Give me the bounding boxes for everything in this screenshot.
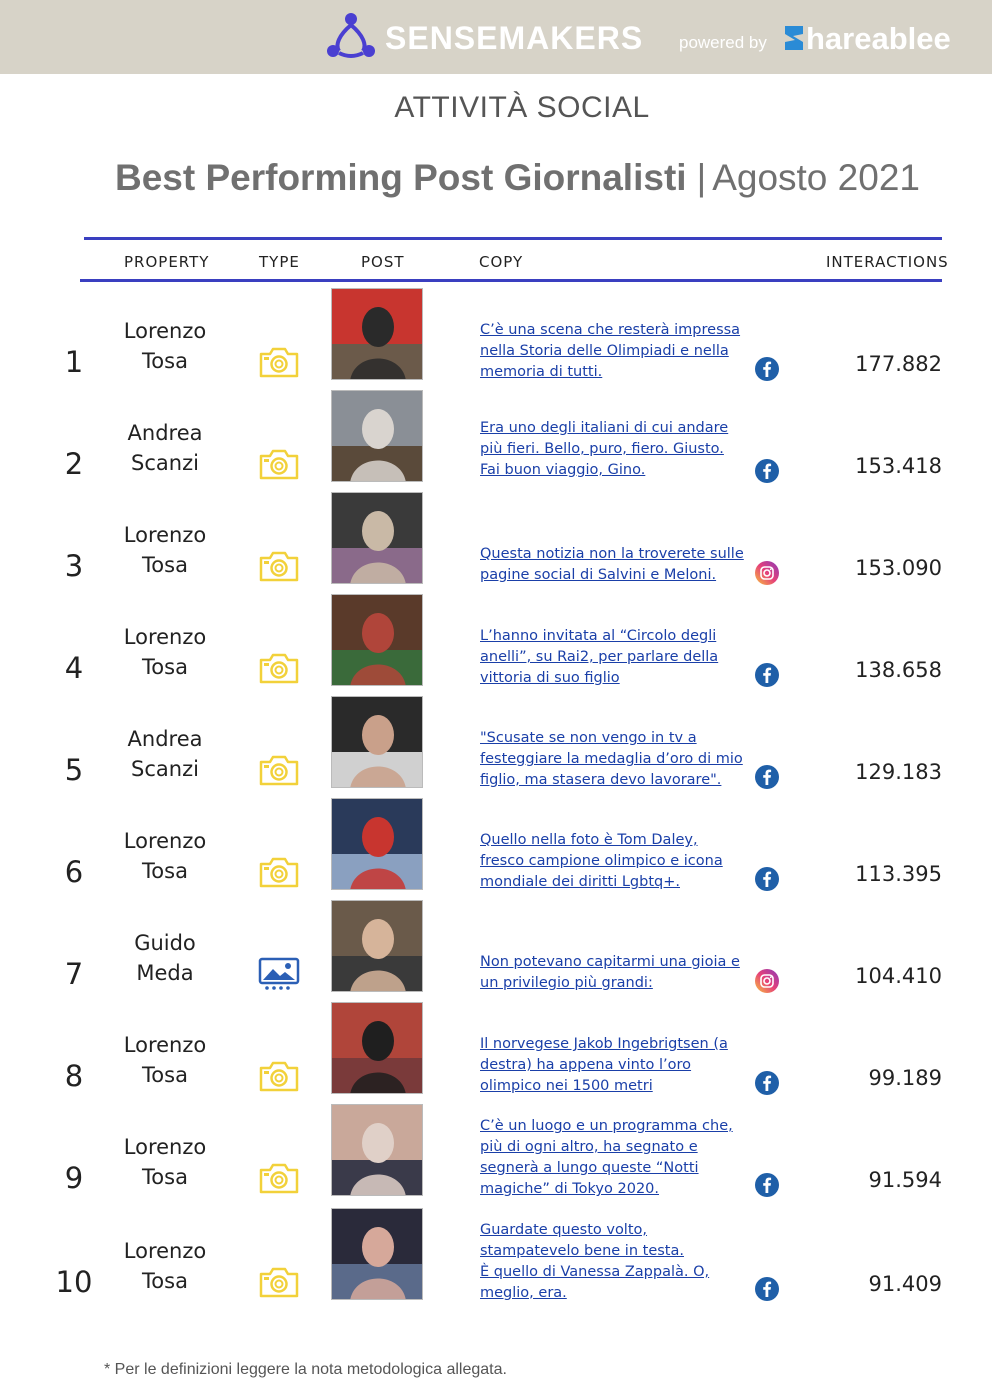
post-copy-line: olimpico nei 1500 metri [480,1078,653,1094]
property-name [108,1030,222,1090]
camera-icon [258,1161,300,1195]
table-row [0,594,992,696]
table-row [0,390,992,492]
instagram-icon [754,560,780,586]
property-name-line: Lorenzo [123,1135,207,1159]
page-title [115,156,920,200]
post-copy-line: mondiale dei diritti Lgbtq+. [480,874,680,890]
facebook-icon [754,866,780,892]
property-name-line: Lorenzo [123,319,207,343]
camera-icon [258,1265,300,1299]
property-name [108,520,222,580]
post-copy-link[interactable] [480,1034,742,1097]
post-copy-line: C’è un luogo e un programma che, [480,1118,733,1134]
post-copy-line: più di ogni altro, ha segnato e [480,1139,698,1155]
facebook-icon [754,458,780,484]
table-row [0,1002,992,1104]
property-name-line: Tosa [142,1269,188,1293]
header-band [0,0,992,74]
post-thumbnail[interactable] [331,1104,423,1196]
property-name [108,622,222,682]
column-header-copy: COPY [479,253,524,271]
post-thumbnail[interactable] [331,390,423,482]
post-copy-line: C’è una scena che resterà impressa [480,322,741,338]
rank-number: 7 [64,957,84,991]
interactions-value: 113.395 [855,862,942,886]
post-copy-line: destra) ha appena vinto l’oro [480,1057,692,1073]
property-name-line: Lorenzo [123,829,207,853]
post-copy-line: meglio, era. [480,1285,567,1301]
property-name-line: Guido [134,931,196,955]
sensemakers-logo-icon [325,11,377,63]
rank-number: 5 [64,753,84,787]
footnote: * Per le definizioni leggere la nota metodologica allegata. [104,1361,507,1378]
property-name-line: Scanzi [131,757,199,781]
facebook-icon [754,662,780,688]
title-separator: | [696,157,707,198]
post-copy-line: nella Storia delle Olimpiadi e nella [480,343,729,359]
property-name-line: Tosa [142,859,188,883]
property-name-line: Lorenzo [123,1033,207,1057]
post-copy-link[interactable] [480,830,742,893]
post-copy-link[interactable] [480,1220,742,1304]
post-copy-line: festeggiare la medaglia d’oro di mio [480,751,743,767]
camera-icon [258,345,300,379]
post-copy-line: magiche” di Tokyo 2020. [480,1181,660,1197]
column-header-property: PROPERTY [124,253,210,271]
column-header-post: POST [361,253,405,271]
camera-icon [258,1059,300,1093]
post-copy-link[interactable] [480,320,742,383]
gallery-icon [258,957,300,991]
section-title: ATTIVITÀ SOCIAL [394,91,650,124]
rank-number: 4 [64,651,84,685]
post-copy-line: un privilegio più grandi: [480,975,653,991]
post-copy-line: memoria di tutti. [480,364,603,380]
rank-number: 6 [64,855,84,889]
property-name [108,316,222,376]
post-copy-line: È quello di Vanessa Zappalà. O, [480,1264,710,1280]
rank-number: 1 [64,345,84,379]
rank-number: 10 [55,1265,93,1299]
post-thumbnail[interactable] [331,1002,423,1094]
post-copy-link[interactable] [480,952,742,994]
interactions-value: 153.090 [855,556,942,580]
property-name [108,826,222,886]
post-copy-line: Il norvegese Jakob Ingebrigtsen (a [480,1036,728,1052]
property-name-line: Lorenzo [123,1239,207,1263]
table-row [0,1104,992,1206]
shareablee-logo-icon [781,24,807,52]
property-name-line: Tosa [142,553,188,577]
camera-icon [258,651,300,685]
rank-number: 3 [64,549,84,583]
post-copy-line: figlio, ma stasera devo lavorare". [480,772,722,788]
property-name [108,1236,222,1296]
post-copy-line: L’hanno invitata al “Circolo degli [480,628,717,644]
table-row [0,900,992,1002]
post-copy-line: più fieri. Bello, puro, fiero. Giusto. [480,441,724,457]
column-header-type: TYPE [259,253,300,271]
property-name-line: Andrea [127,727,203,751]
header-rule-top [84,237,942,240]
facebook-icon [754,356,780,382]
camera-icon [258,753,300,787]
camera-icon [258,549,300,583]
property-name [108,418,222,478]
rank-number: 2 [64,447,84,481]
property-name [108,1132,222,1192]
facebook-icon [754,1070,780,1096]
camera-icon [258,447,300,481]
property-name [108,928,222,988]
table-row [0,1208,992,1310]
post-thumbnail[interactable] [331,900,423,992]
rank-number: 8 [64,1059,84,1093]
property-name [108,724,222,784]
property-name-line: Andrea [127,421,203,445]
post-copy-line: "Scusate se non vengo in tv a [480,730,697,746]
post-thumbnail[interactable] [331,798,423,890]
property-name-line: Lorenzo [123,625,207,649]
post-copy-link[interactable] [480,626,742,689]
post-copy-line: fresco campione olimpico e icona [480,853,723,869]
post-thumbnail[interactable] [331,696,423,788]
post-copy-link[interactable] [480,1116,742,1200]
post-copy-line: pagine social di Salvini e Meloni. [480,567,717,583]
interactions-value: 177.882 [855,352,942,376]
interactions-value: 104.410 [855,964,942,988]
property-name-line: Tosa [142,349,188,373]
post-copy-line: Guardate questo volto, [480,1222,648,1238]
interactions-value: 138.658 [855,658,942,682]
property-name-line: Tosa [142,1165,188,1189]
property-name-line: Tosa [142,1063,188,1087]
post-thumbnail[interactable] [331,288,423,380]
post-copy-link[interactable] [480,418,742,481]
header-rule-bottom [80,279,942,282]
column-header-interactions: INTERACTIONS [826,253,949,271]
post-thumbnail[interactable] [331,492,423,584]
post-copy-link[interactable] [480,728,742,791]
camera-icon [258,855,300,889]
post-copy-line: Fai buon viaggio, Gino. [480,462,646,478]
post-copy-line: segnerà a lungo queste “Notti [480,1160,699,1176]
property-name-line: Scanzi [131,451,199,475]
post-copy-line: Questa notizia non la troverete sulle [480,546,744,562]
property-name-line: Lorenzo [123,523,207,547]
post-copy-line: anelli”, su Rai2, per parlare della [480,649,719,665]
post-thumbnail[interactable] [331,594,423,686]
facebook-icon [754,764,780,790]
interactions-value: 91.409 [868,1272,942,1296]
powered-by-label: powered by [679,33,767,52]
table-row [0,798,992,900]
interactions-value: 99.189 [868,1066,942,1090]
table-row [0,288,992,390]
post-thumbnail[interactable] [331,1208,423,1300]
table-row [0,696,992,798]
facebook-icon [754,1276,780,1302]
interactions-value: 91.594 [868,1168,942,1192]
property-name-line: Tosa [142,655,188,679]
post-copy-line: vittoria di suo figlio [480,670,620,686]
title-period: Agosto 2021 [712,157,920,198]
post-copy-link[interactable] [480,544,742,586]
property-name-line: Meda [136,961,194,985]
rank-number: 9 [64,1161,84,1195]
title-main: Best Performing Post Giornalisti [115,157,687,198]
instagram-icon [754,968,780,994]
table-row [0,492,992,594]
facebook-icon [754,1172,780,1198]
post-copy-line: Quello nella foto è Tom Daley, [480,832,698,848]
partner-name: hareablee [806,21,951,56]
interactions-value: 153.418 [855,454,942,478]
interactions-value: 129.183 [855,760,942,784]
post-copy-line: Non potevano capitarmi una gioia e [480,954,740,970]
brand-name: SENSEMAKERS [385,20,644,56]
post-copy-line: Era uno degli italiani di cui andare [480,420,729,436]
post-copy-line: stampatevelo bene in testa. [480,1243,684,1259]
